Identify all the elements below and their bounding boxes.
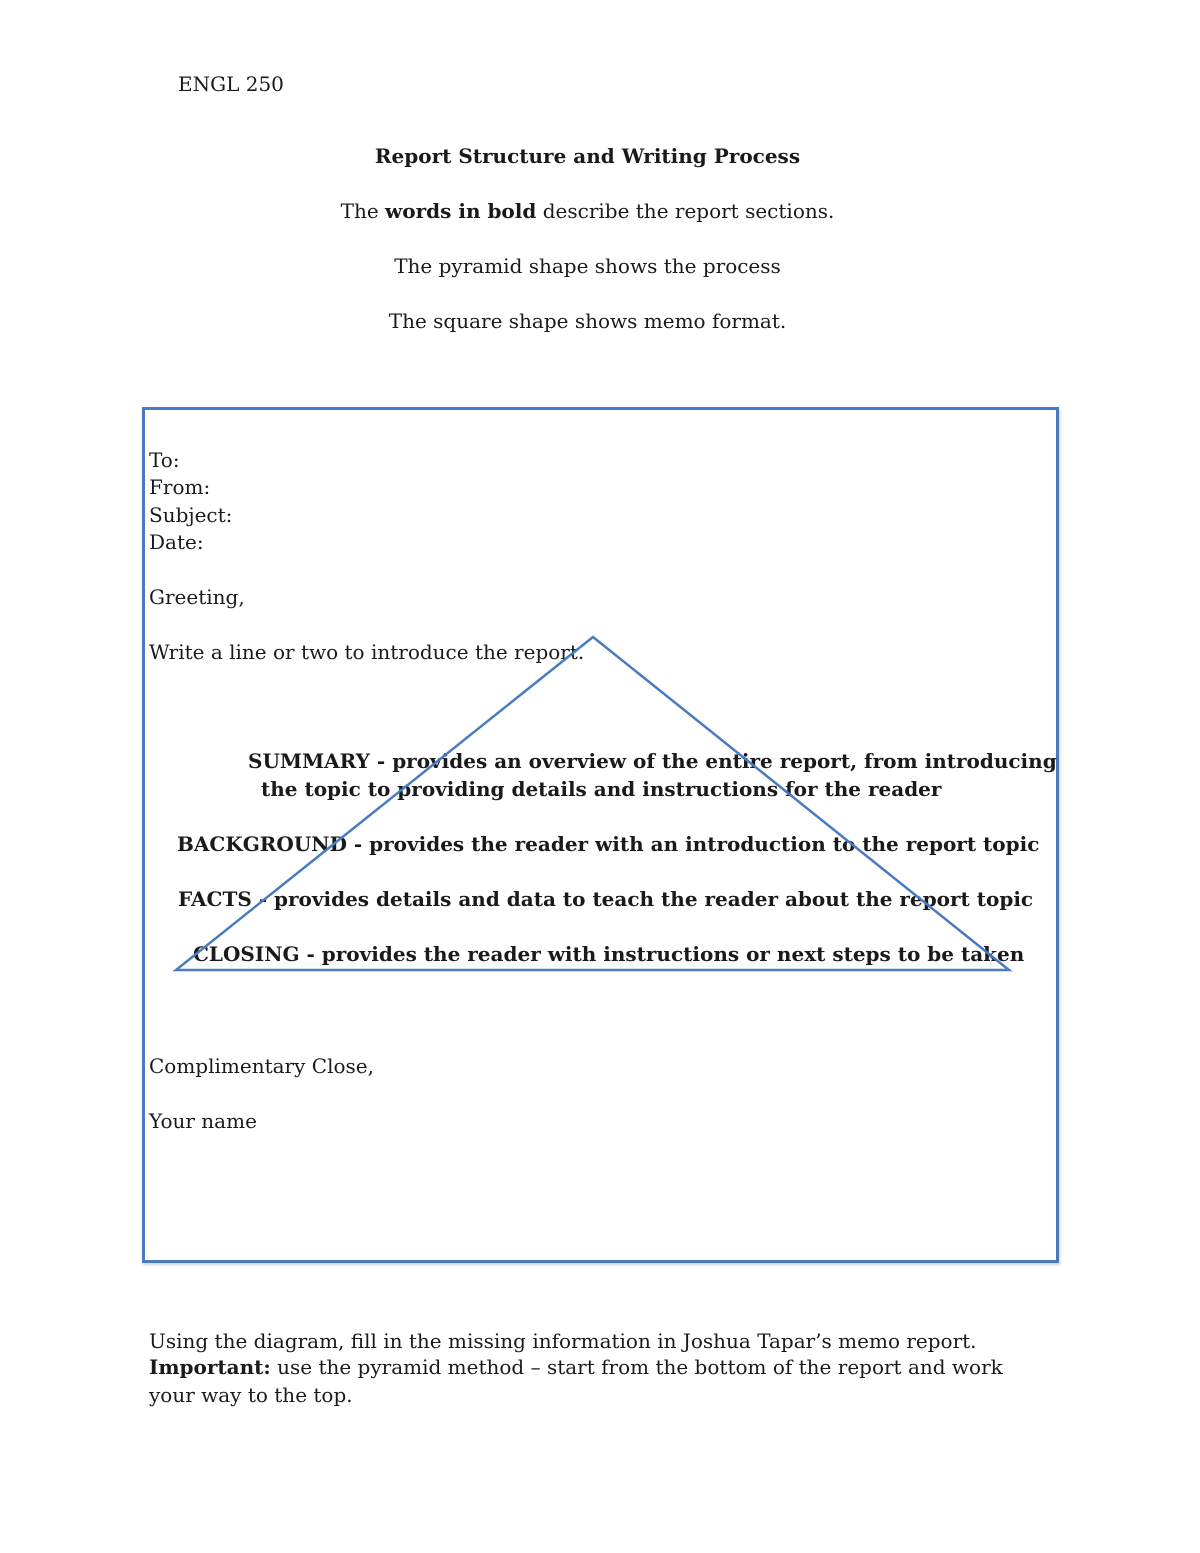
intro-text-start: The — [340, 199, 386, 223]
memo-subject-label: Subject: — [149, 503, 233, 527]
course-code: ENGL 250 — [178, 72, 284, 96]
intro-text-end: describe the report sections. — [536, 199, 835, 223]
intro-bold-phrase: words in bold — [385, 199, 537, 223]
intro-bold-note — [0, 199, 1175, 223]
instructions-line-1: Using the diagram, fill in the missing information in Joshua Tapar’s memo report. — [149, 1329, 977, 1353]
pyramid-closing: CLOSING - provides the reader with instructions or next steps to be taken — [193, 942, 1025, 966]
memo-signature-name: Your name — [149, 1109, 257, 1133]
memo-greeting: Greeting, — [149, 585, 245, 609]
pyramid-summary-line-2: the topic to providing details and instructions for the reader — [261, 777, 942, 801]
instructions-important-label: Important: — [149, 1355, 271, 1379]
memo-date-label: Date: — [149, 530, 204, 554]
intro-pyramid-note: The pyramid shape shows the process — [394, 254, 781, 278]
memo-complimentary-close: Complimentary Close, — [149, 1054, 374, 1078]
memo-intro-line: Write a line or two to introduce the report. — [149, 640, 585, 664]
memo-from-label: From: — [149, 475, 211, 499]
instructions-line-2 — [149, 1355, 1003, 1379]
pyramid-summary-line-1: SUMMARY - provides an overview of the entire report, from introducing — [248, 749, 1057, 773]
memo-to-label: To: — [149, 448, 180, 472]
intro-square-note: The square shape shows memo format. — [388, 309, 787, 333]
page-title: Report Structure and Writing Process — [374, 144, 801, 168]
pyramid-facts: FACTS - provides details and data to teach the reader about the report topic — [178, 887, 1034, 911]
pyramid-background: BACKGROUND - provides the reader with an introduction to the report topic — [177, 832, 1040, 856]
instructions-line-3: your way to the top. — [149, 1383, 353, 1407]
instructions-line-2-text: use the pyramid method – start from the bottom of the report and work — [270, 1355, 1003, 1379]
